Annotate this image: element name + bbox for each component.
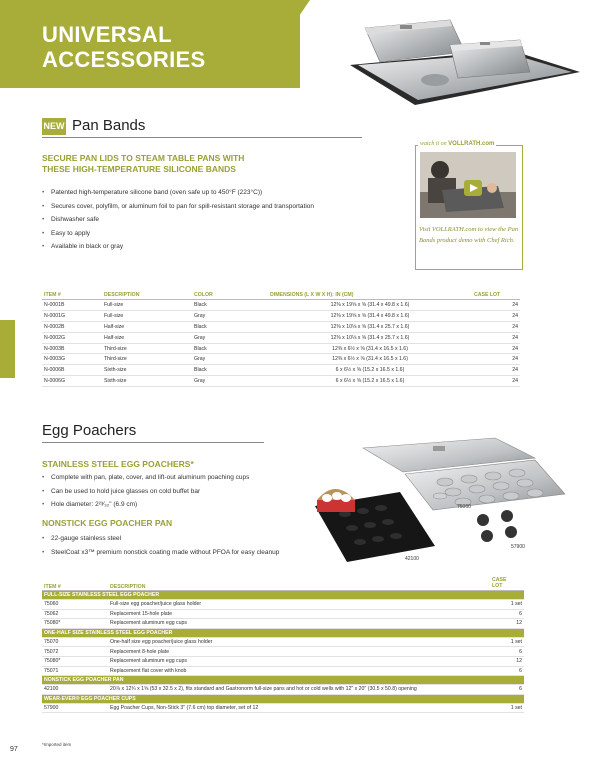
cell-case-lot: 24 — [472, 343, 520, 354]
cell-description: Full-size — [102, 310, 192, 321]
col-item: ITEM # — [42, 290, 102, 300]
footnote: *Imported item — [42, 742, 72, 747]
stainless-poachers-features — [42, 471, 342, 512]
table-group-row — [42, 694, 524, 703]
cell-description: Third-size — [102, 354, 192, 365]
page-number: 97 — [10, 746, 18, 753]
chef-demo-video-thumbnail[interactable] — [420, 152, 516, 218]
list-item: • Complete with pan, plate, cover, and lift-out aluminum poaching cups — [42, 471, 342, 485]
cell-dimensions: 12⅜ x 6½ x ⅝ (31.4 x 16.5 x 1.6) — [268, 354, 472, 365]
video-caption: Visit VOLLRATH.com to view the Pan Bands product demo with Chef Rich. — [419, 226, 519, 244]
cell-dimensions: 12⅜ x 19⅝ x ⅝ (31.4 x 49.8 x 1.6) — [268, 310, 472, 321]
table-row — [42, 703, 524, 713]
section-title-pan-bands: Pan Bands — [72, 117, 146, 134]
cell-item: 75071 — [42, 666, 108, 676]
table-row — [42, 310, 520, 321]
table-row — [42, 685, 524, 695]
cell-case-lot: 24 — [472, 376, 520, 387]
cell-item: N-0001G — [42, 310, 102, 321]
col-dimensions: DIMENSIONS (L X W X H): IN (CM) — [268, 290, 472, 300]
table-header-row — [42, 290, 520, 300]
pan-bands-subhead — [42, 153, 244, 175]
cell-color: Black — [192, 365, 268, 376]
col-case-lot-line-2: LOT — [492, 583, 503, 589]
cell-description: Full-size egg poacher/juice glass holder — [108, 600, 490, 610]
col-case-lot — [490, 576, 524, 591]
cell-color: Gray — [192, 332, 268, 343]
table-row — [42, 376, 520, 387]
cell-case-lot: 12 — [490, 619, 524, 629]
header-band-slant — [250, 0, 310, 88]
cell-case-lot: 1 set — [490, 600, 524, 610]
video-prefix: watch it on — [420, 141, 447, 147]
cell-case-lot: 1 set — [490, 637, 524, 647]
cell-case-lot: 6 — [490, 685, 524, 695]
egg-poachers-photo — [305, 436, 585, 568]
cell-case-lot: 24 — [472, 332, 520, 343]
table-group-row — [42, 676, 524, 685]
col-color: COLOR — [192, 290, 268, 300]
section-title-egg-poachers: Egg Poachers — [42, 422, 137, 439]
cell-item: 75060 — [42, 600, 108, 610]
cell-color: Gray — [192, 354, 268, 365]
table-row — [42, 354, 520, 365]
cell-description: Sixth-size — [102, 365, 192, 376]
cell-dimensions: 12⅜ x 19⅝ x ⅝ (31.4 x 49.8 x 1.6) — [268, 300, 472, 311]
egg-poachers-table — [42, 576, 524, 713]
cell-item: 75080* — [42, 619, 108, 629]
col-description: DESCRIPTION — [108, 576, 490, 591]
table-row — [42, 321, 520, 332]
video-site-link[interactable]: VOLLRATH.com — [448, 141, 495, 147]
list-item: • 22-gauge stainless steel — [42, 532, 342, 546]
page-title-line-2: ACCESSORIES — [42, 47, 206, 72]
cell-dimensions: 12⅜ x 6½ x ⅝ (31.4 x 16.5 x 1.6) — [268, 343, 472, 354]
cell-dimensions: 12⅜ x 10⅛ x ⅝ (31.4 x 25.7 x 1.6) — [268, 321, 472, 332]
cell-item: N-0006B — [42, 365, 102, 376]
section-divider — [42, 137, 362, 138]
cell-item: 57900 — [42, 703, 108, 713]
cell-case-lot: 24 — [472, 300, 520, 311]
cell-description: Replacement aluminum egg cups — [108, 619, 490, 629]
table-header-row — [42, 576, 524, 591]
cell-description: Replacement aluminum egg cups — [108, 656, 490, 666]
list-item: • Hole diameter: 2²³⁄₃₂" (6.9 cm) — [42, 498, 342, 512]
cell-item: N-0006G — [42, 376, 102, 387]
cell-description: 20⅞ x 12¾ x 1⅝ (53 x 32.5 x 2), fits standard and Gastronorm full-size pans and hot or cold wells with 12" x 20" (30.5 x 50.8) opening — [108, 685, 490, 695]
cell-color: Black — [192, 300, 268, 311]
table-group-label: WEAR-EVER® EGG POACHER CUPS — [42, 694, 524, 703]
page-title — [42, 22, 205, 72]
cell-description: Replacement flat cover with knob — [108, 666, 490, 676]
table-row — [42, 637, 524, 647]
video-callout-heading — [418, 141, 496, 147]
cell-case-lot: 24 — [472, 310, 520, 321]
list-item: • Available in black or gray — [42, 240, 402, 254]
image-label-57900: 57900 — [511, 544, 525, 550]
pan-bands-features — [42, 186, 402, 254]
cell-description: Half-size — [102, 321, 192, 332]
new-badge: NEW — [42, 118, 66, 135]
cell-item: N-0003B — [42, 343, 102, 354]
cell-item: 75070 — [42, 637, 108, 647]
cell-item: 75080* — [42, 656, 108, 666]
cell-dimensions: 12⅜ x 10⅛ x ⅝ (31.4 x 25.7 x 1.6) — [268, 332, 472, 343]
image-label-42100: 42100 — [405, 556, 419, 562]
cell-case-lot: 12 — [490, 656, 524, 666]
steam-pans-photo — [340, 10, 585, 108]
page-title-line-1: UNIVERSAL — [42, 22, 172, 47]
cell-description: One-half size egg poacher/juice glass holder — [108, 637, 490, 647]
section-divider — [42, 442, 264, 443]
cell-item: 75072 — [42, 647, 108, 657]
table-row — [42, 647, 524, 657]
pan-bands-subhead-line-1: SECURE PAN LIDS TO STEAM TABLE PANS WITH — [42, 153, 245, 163]
cell-description: Third-size — [102, 343, 192, 354]
cell-description: Replacement 15-hole plate — [108, 609, 490, 619]
cell-dimensions: 6 x 6½ x ⅝ (15.2 x 16.5 x 1.6) — [268, 365, 472, 376]
cell-color: Gray — [192, 310, 268, 321]
cell-case-lot: 1 set — [490, 703, 524, 713]
table-group-label: NONSTICK EGG POACHER PAN — [42, 676, 524, 685]
cell-item: N-0002G — [42, 332, 102, 343]
cell-dimensions: 6 x 6½ x ⅝ (15.2 x 16.5 x 1.6) — [268, 376, 472, 387]
table-group-row — [42, 591, 524, 600]
nonstick-pan-features — [42, 532, 342, 559]
pan-bands-subhead-line-2: THESE HIGH-TEMPERATURE SILICONE BANDS — [42, 164, 236, 174]
section-side-tab — [0, 320, 15, 378]
cell-case-lot: 6 — [490, 647, 524, 657]
list-item: • Dishwasher safe — [42, 213, 402, 227]
cell-item: N-0002B — [42, 321, 102, 332]
cell-item: 42100 — [42, 685, 108, 695]
list-item: • Patented high-temperature silicone band (oven safe up to 450°F (223°C)) — [42, 186, 402, 200]
list-item: • SteelCoat x3™ premium nonstick coating made without PFOA for easy cleanup — [42, 546, 342, 560]
cell-item: 75062 — [42, 609, 108, 619]
table-row — [42, 332, 520, 343]
cell-description: Full-size — [102, 300, 192, 311]
table-row — [42, 343, 520, 354]
cell-description: Egg Poacher Cups, Non-Stick 3" (7.6 cm) top diameter, set of 12 — [108, 703, 490, 713]
cell-case-lot: 6 — [490, 666, 524, 676]
table-row — [42, 619, 524, 629]
table-row — [42, 600, 524, 610]
table-row — [42, 609, 524, 619]
cell-color: Black — [192, 343, 268, 354]
cell-color: Black — [192, 321, 268, 332]
col-case-lot: CASE LOT — [472, 290, 520, 300]
cell-item: N-0001B — [42, 300, 102, 311]
list-item: • Easy to apply — [42, 227, 402, 241]
table-row — [42, 300, 520, 311]
cell-item: N-0003G — [42, 354, 102, 365]
table-group-label: FULL-SIZE STAINLESS STEEL EGG POACHER — [42, 591, 524, 600]
table-group-row — [42, 628, 524, 637]
col-description: DESCRIPTION — [102, 290, 192, 300]
nonstick-pan-subhead: NONSTICK EGG POACHER PAN — [42, 518, 173, 528]
table-row — [42, 656, 524, 666]
pan-bands-table — [42, 290, 520, 387]
list-item: • Secures cover, polyfilm, or aluminum foil to pan for spill-resistant storage and transportation — [42, 200, 402, 214]
image-label-75060: 75060 — [457, 504, 471, 510]
egg-poachers-table-body — [42, 591, 524, 713]
cell-case-lot: 24 — [472, 354, 520, 365]
cell-description: Sixth-size — [102, 376, 192, 387]
table-group-label: ONE-HALF SIZE STAINLESS STEEL EGG POACHER — [42, 628, 524, 637]
stainless-poachers-subhead: STAINLESS STEEL EGG POACHERS* — [42, 459, 194, 469]
col-case-lot-line-1: CASE — [492, 577, 507, 583]
table-row — [42, 666, 524, 676]
cell-description: Half-size — [102, 332, 192, 343]
cell-case-lot: 6 — [490, 609, 524, 619]
cell-case-lot: 24 — [472, 321, 520, 332]
col-item: ITEM # — [42, 576, 108, 591]
cell-case-lot: 24 — [472, 365, 520, 376]
cell-description: Replacement 8-hole plate — [108, 647, 490, 657]
cell-color: Gray — [192, 376, 268, 387]
list-item: • Can be used to hold juice glasses on cold buffet bar — [42, 485, 342, 499]
table-row — [42, 365, 520, 376]
pan-bands-table-body — [42, 300, 520, 387]
